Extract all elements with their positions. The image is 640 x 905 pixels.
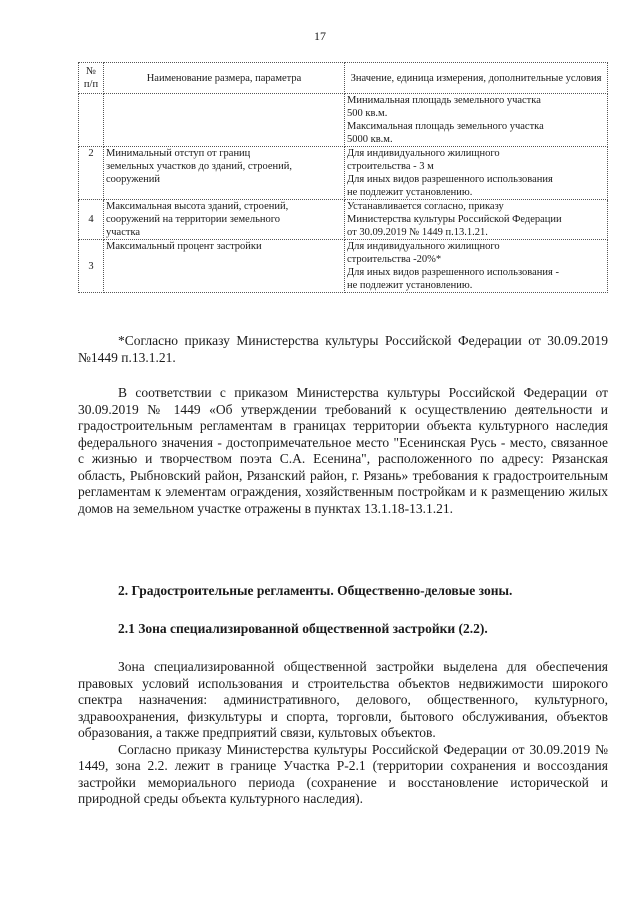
row-num: 4 (79, 200, 104, 240)
table-row (79, 240, 608, 293)
row-value (345, 240, 608, 293)
value-line: Министерства культуры Российской Федерации (347, 214, 562, 225)
value-line: Для индивидуального жилищного (347, 148, 500, 159)
name-line: Максимальный процент застройки (106, 241, 262, 252)
value-line: Для индивидуального жилищного (347, 241, 500, 252)
name-line: сооружений (106, 174, 161, 185)
value-line: 5000 кв.м. (347, 134, 393, 145)
table-row (79, 147, 608, 200)
row-num (79, 94, 104, 147)
subsection-heading: 2.1 Зона специализированной общественной застройки (2.2). (118, 621, 488, 636)
row-name (104, 200, 345, 240)
name-line: Минимальный отступ от границ (106, 148, 251, 159)
paragraph: Согласно приказу Министерства культуры Российской Федерации от 30.09.2019 № 1449, зона 2.2. лежит в границе Участка Р-2.1 (территории сохранения и воссоздания застройки мемориального периода (сохранение и восстановление исторической и природной среды объекта культурного наследия). (78, 741, 608, 806)
row-value (345, 200, 608, 240)
table-header-row (79, 63, 608, 94)
paragraph: Зона специализированной общественной застройки выделена для обеспечения правовых условий использования и строительства объектов недвижимости широкого спектра назначения: административного, делового, общественного, культурного, здравоохранения, физкультуры и спорта, торговли, бытового обслуживания, объектов образования, а также предприятий связи, культовых объектов. (78, 659, 608, 740)
name-line: сооружений на территории земельного (106, 214, 281, 225)
row-value (345, 147, 608, 200)
section-heading: 2. Градостроительные регламенты. Общественно-деловые зоны. (118, 583, 513, 598)
name-line: Максимальная высота зданий, строений, (106, 201, 289, 212)
value-line: Минимальная площадь земельного участка (347, 95, 541, 106)
row-value (345, 94, 608, 147)
header-num: № п/п (79, 63, 104, 94)
table-row (79, 200, 608, 240)
paragraph: В соответствии с приказом Министерства культуры Российской Федерации от 30.09.2019 № 1449 «Об утверждении требований к осуществлению деятельности и градостроительным регламентам в границах территории объекта культурного наследия федерального значения - достопримечательное место "Есенинская Русь - место, связанное с жизнью и творчеством поэта С.А. Есенина", расположенного по адресу: Рязанская область, Рыбновский район, Рязанский район, г. Рязань» требования к градостроительным регламентам к элементам ограждения, хозяйственным постройкам и к размещению жилых домов на земельном участке отражены в пунктах 13.1.18-13.1.21. (78, 385, 608, 516)
value-line: строительства - 3 м (347, 161, 434, 172)
header-value: Значение, единица измерения, дополнительные условия (345, 63, 608, 94)
value-line: строительства -20%* (347, 254, 442, 265)
row-name (104, 147, 345, 200)
value-line: Для иных видов разрешенного использования - (347, 267, 559, 278)
name-line: земельных участков до зданий, строений, (106, 161, 292, 172)
value-line: Устанавливается согласно, приказу (347, 201, 504, 212)
page-number: 17 (314, 29, 326, 43)
value-line: не подлежит установлению. (347, 187, 473, 198)
footnote-block (78, 333, 608, 366)
row-name (104, 240, 345, 293)
value-line: 500 кв.м. (347, 108, 388, 119)
row-num: 2 (79, 147, 104, 200)
value-line: от 30.09.2019 № 1449 п.13.1.21. (347, 227, 488, 238)
row-num: 3 (79, 240, 104, 293)
value-line: Для иных видов разрешенного использования (347, 174, 553, 185)
parameters-table (78, 62, 608, 293)
value-line: не подлежит установлению. (347, 280, 473, 291)
footnote: *Согласно приказу Министерства культуры Российской Федерации от 30.09.2019 №1449 п.13.1.21. (78, 333, 608, 365)
name-line: участка (106, 227, 141, 238)
paragraph-block-1 (78, 385, 608, 517)
value-line: Максимальная площадь земельного участка (347, 121, 544, 132)
paragraph-block-2 (78, 659, 608, 808)
header-name: Наименование размера, параметра (104, 63, 345, 94)
table-row (79, 94, 608, 147)
row-name (104, 94, 345, 147)
